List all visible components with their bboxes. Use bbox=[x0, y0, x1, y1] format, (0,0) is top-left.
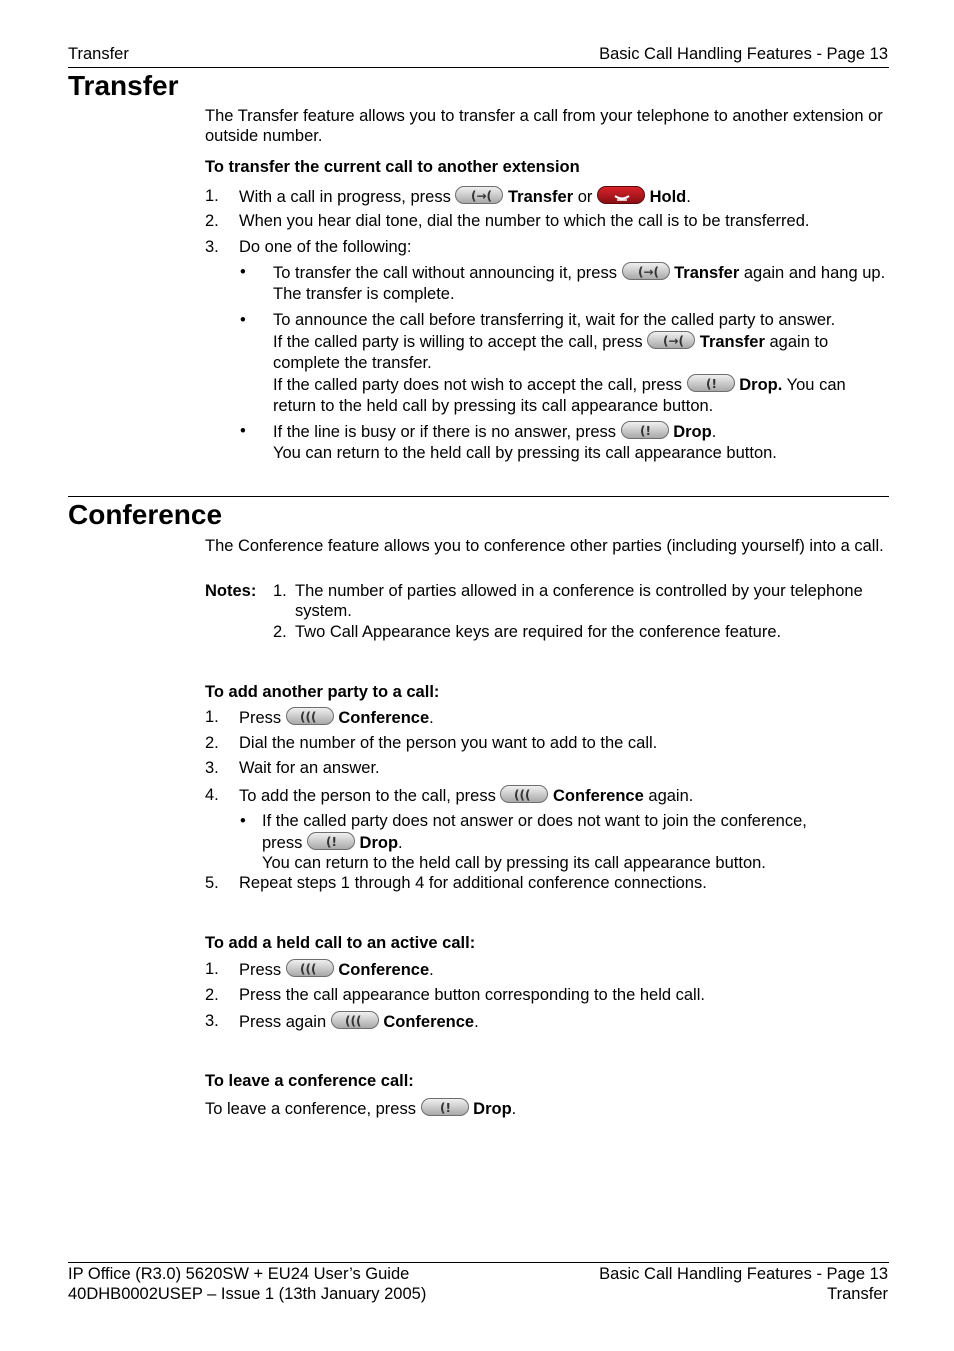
svg-text:(((: ((( bbox=[344, 1014, 362, 1028]
note-2: 2. Two Call Appearance keys are required for the conference feature. bbox=[273, 623, 782, 641]
svg-text:(!: (! bbox=[639, 424, 651, 438]
conference-intro: The Conference feature allows you to conference other parties (including yourself) into a call. bbox=[205, 537, 884, 555]
page-header bbox=[68, 44, 888, 64]
svg-text:(→(: (→( bbox=[471, 189, 493, 203]
svg-text:(→(: (→( bbox=[663, 334, 685, 348]
drop-key-icon bbox=[687, 374, 735, 392]
transfer-subhead: To transfer the current call to another extension bbox=[205, 158, 580, 176]
svg-text:(→(: (→( bbox=[637, 265, 659, 279]
svg-text:(((: ((( bbox=[514, 788, 531, 802]
conference-title: Conference bbox=[68, 499, 223, 530]
footer-page: Basic Call Handling Features - Page 13 bbox=[599, 1265, 888, 1283]
footer-issue: 40DHB0002USEP – Issue 1 (13th January 2005) bbox=[68, 1285, 427, 1303]
header-section: Transfer bbox=[68, 45, 129, 63]
section-rule bbox=[68, 496, 889, 497]
leave-heading: To leave a conference call: bbox=[205, 1072, 414, 1090]
conference-key-icon bbox=[286, 959, 334, 977]
add-held-heading: To add a held call to an active call: bbox=[205, 934, 476, 952]
conference-key-icon bbox=[331, 1011, 379, 1029]
transfer-key-icon bbox=[647, 331, 695, 349]
svg-text:(((: ((( bbox=[299, 710, 317, 724]
add-party-bullet: • If the called party does not answer or does not want to join the conference, press (! Drop. You can return to the held call by pressing its call appearance button. bbox=[240, 812, 807, 872]
drop-key-icon bbox=[621, 421, 669, 439]
add-party-step-3: 3. Wait for an answer. bbox=[205, 759, 380, 777]
notes-label: Notes: bbox=[205, 582, 257, 600]
transfer-key-icon bbox=[455, 186, 503, 204]
add-party-step-2: 2. Dial the number of the person you want to add to the call. bbox=[205, 734, 658, 752]
footer-rule bbox=[68, 1262, 889, 1263]
add-party-step-4: 4. To add the person to the call, press ((( Conference again. bbox=[205, 786, 694, 805]
transfer-step-3: 3. Do one of the following: bbox=[205, 238, 412, 256]
add-held-step-2: 2. Press the call appearance button corresponding to the held call. bbox=[205, 986, 705, 1004]
add-held-step-1: 1. Press ((( Conference. bbox=[205, 960, 434, 979]
header-page: Basic Call Handling Features - Page 13 bbox=[599, 45, 888, 63]
transfer-bullet-3: • If the line is busy or if there is no answer, press (! Drop. You can return to the held call by pressing its call appearance button. bbox=[240, 422, 777, 462]
note-1: 1. The number of parties allowed in a conference is controlled by your telephone system. bbox=[273, 582, 863, 620]
svg-text:(!: (! bbox=[705, 377, 717, 391]
header-rule bbox=[68, 67, 889, 68]
transfer-bullet-2: • To announce the call before transferring it, wait for the called party to answer. If the called party is willing to accept the call, press (→( Transfer again to complete the transfer. If the called party does not wish to accept the call, press (! Drop. You can return to the held call by pressing its call appearance button. bbox=[240, 311, 846, 415]
transfer-step-1: 1. With a call in progress, press (→( Transfer or Hold. bbox=[205, 187, 691, 206]
svg-text:(!: (! bbox=[325, 834, 337, 849]
transfer-key-icon bbox=[622, 262, 670, 280]
add-party-heading: To add another party to a call: bbox=[205, 683, 440, 701]
leave-text: To leave a conference, press (! Drop. bbox=[205, 1100, 517, 1118]
add-party-step-1: 1. Press ((( Conference. bbox=[205, 708, 434, 727]
transfer-title: Transfer bbox=[68, 70, 179, 101]
footer-section: Transfer bbox=[827, 1285, 888, 1303]
conference-key-icon bbox=[500, 785, 548, 803]
conference-key-icon bbox=[286, 707, 334, 725]
add-held-step-3: 3. Press again ((( Conference. bbox=[205, 1012, 479, 1031]
add-party-step-5: 5. Repeat steps 1 through 4 for additional conference connections. bbox=[205, 874, 707, 892]
svg-text:(((: ((( bbox=[299, 962, 317, 976]
drop-key-icon bbox=[307, 832, 355, 850]
footer-guide: IP Office (R3.0) 5620SW + EU24 User’s Guide bbox=[68, 1265, 410, 1283]
svg-text:(!: (! bbox=[439, 1101, 451, 1115]
transfer-intro: The Transfer feature allows you to transfer a call from your telephone to another extension or outside number. bbox=[205, 107, 883, 145]
page-footer bbox=[68, 1264, 888, 1304]
drop-key-icon bbox=[421, 1098, 469, 1116]
transfer-bullet-1: • To transfer the call without announcing it, press (→( Transfer again and hang up. The transfer is complete. bbox=[240, 263, 886, 303]
transfer-step-2: 2. When you hear dial tone, dial the number to which the call is to be transferred. bbox=[205, 212, 810, 230]
hold-key-icon bbox=[597, 186, 645, 204]
